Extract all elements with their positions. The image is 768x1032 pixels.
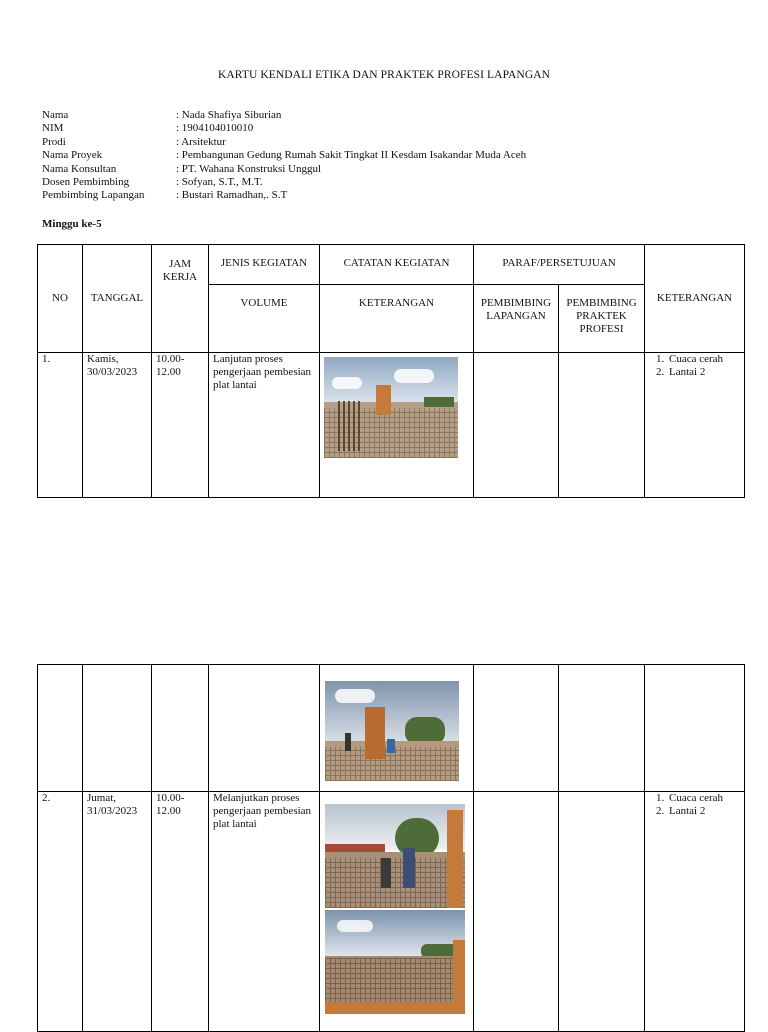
info-row-pembimbing-lapangan bbox=[42, 189, 526, 202]
info-label: Prodi bbox=[42, 135, 66, 148]
site-photo bbox=[325, 681, 459, 781]
header-jam-kerja: JAM KERJA bbox=[152, 245, 209, 353]
info-row-nim bbox=[42, 122, 526, 135]
site-photo bbox=[324, 357, 458, 458]
header-paraf: PARAF/PERSETUJUAN bbox=[474, 245, 645, 285]
info-value: : Pembangunan Gedung Rumah Sakit Tingkat II Kesdam Isakandar Muda Aceh bbox=[176, 149, 527, 162]
row-kegiatan: Lanjutan proses pengerjaan pembesian plat lantai bbox=[209, 353, 320, 498]
table-row bbox=[38, 353, 745, 498]
header-volume: VOLUME bbox=[209, 285, 320, 353]
info-label: Nama Konsultan bbox=[42, 162, 117, 175]
header-catatan-kegiatan: CATATAN KEGIATAN bbox=[320, 245, 474, 285]
table-row bbox=[38, 792, 745, 1032]
site-photo bbox=[325, 910, 465, 1014]
note-item: 1. Cuaca cerah bbox=[667, 792, 740, 805]
info-value: : 1904104010010 bbox=[176, 122, 254, 135]
header-pembimbing-lapangan: PEMBIMBING LAPANGAN bbox=[474, 285, 559, 353]
row-paraf-lapangan[interactable] bbox=[474, 353, 559, 498]
row-notes bbox=[645, 353, 745, 498]
info-row-proyek bbox=[42, 149, 526, 162]
row-photo-cell bbox=[320, 792, 474, 1032]
row-paraf-praktek[interactable] bbox=[559, 353, 645, 498]
row-jam: 10.00-12.00 bbox=[152, 353, 209, 498]
week-heading: Minggu ke-5 bbox=[42, 218, 102, 230]
info-value: : Sofyan, S.T., M.T. bbox=[176, 176, 263, 189]
info-value: : Nada Shafiya Siburian bbox=[176, 109, 282, 121]
header-pembimbing-praktek: PEMBIMBING PRAKTEK PROFESI bbox=[559, 285, 645, 353]
row-kegiatan: Melanjutkan proses pengerjaan pembesian plat lantai bbox=[209, 792, 320, 1032]
row-notes bbox=[645, 792, 745, 1032]
info-value: : Bustari Ramadhan,. S.T bbox=[176, 189, 288, 202]
info-label: Dosen Pembimbing bbox=[42, 176, 130, 189]
info-label: Nama bbox=[42, 109, 69, 121]
info-row-prodi bbox=[42, 136, 526, 149]
row-no: 1. bbox=[38, 353, 83, 498]
row-no: 2. bbox=[38, 792, 83, 1032]
header-catatan-keterangan: KETERANGAN bbox=[320, 285, 474, 353]
header-jenis-kegiatan: JENIS KEGIATAN bbox=[209, 245, 320, 285]
info-row-nama bbox=[42, 109, 526, 122]
site-photo bbox=[325, 804, 465, 908]
row-tanggal: Jumat, 31/03/2023 bbox=[83, 792, 152, 1032]
row-photo-cell bbox=[320, 665, 474, 792]
note-item: 2. Lantai 2 bbox=[667, 805, 740, 818]
info-row-dosen bbox=[42, 176, 526, 189]
info-label: Nama Proyek bbox=[42, 149, 103, 162]
info-value: : Arsitektur bbox=[176, 135, 226, 148]
student-info bbox=[42, 109, 526, 203]
activity-table-continued bbox=[37, 664, 745, 1032]
header-keterangan: KETERANGAN bbox=[645, 245, 745, 353]
row-paraf-praktek[interactable] bbox=[559, 792, 645, 1032]
header-tanggal: TANGGAL bbox=[83, 245, 152, 353]
header-no: NO bbox=[38, 245, 83, 353]
row-jam: 10.00-12.00 bbox=[152, 792, 209, 1032]
note-item: 2. Lantai 2 bbox=[667, 366, 740, 379]
info-value: : PT. Wahana Konstruksi Unggul bbox=[176, 162, 322, 175]
table-row bbox=[38, 665, 745, 792]
note-item: 1. Cuaca cerah bbox=[667, 353, 740, 366]
info-label: Pembimbing Lapangan bbox=[42, 189, 145, 202]
row-paraf-lapangan[interactable] bbox=[474, 792, 559, 1032]
info-row-konsultan bbox=[42, 163, 526, 176]
activity-table bbox=[37, 244, 745, 498]
document-title: KARTU KENDALI ETIKA DAN PRAKTEK PROFESI LAPANGAN bbox=[217, 69, 551, 81]
row-tanggal: Kamis, 30/03/2023 bbox=[83, 353, 152, 498]
row-photo-cell bbox=[320, 353, 474, 498]
info-label: NIM bbox=[42, 122, 64, 135]
